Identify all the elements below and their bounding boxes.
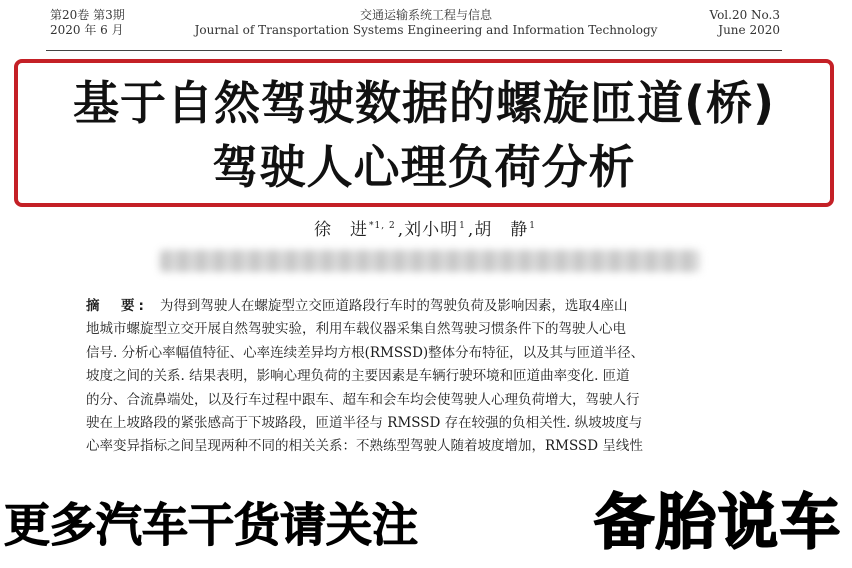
journal-header xyxy=(0,8,852,48)
issue-info-en xyxy=(710,8,781,38)
abstract-line: 心率变异指标之间呈现两种不同的相关关系：不熟练型驾驶人随着坡度增加，RMSSD 呈线性 xyxy=(86,438,643,455)
author-separator: , xyxy=(397,220,405,240)
author-separator: , xyxy=(467,220,475,240)
abstract-line: 信号. 分析心率幅值特征、心率连续差异均方根(RMSSD)整体分布特征，以及其与匝道半径、 xyxy=(86,344,645,361)
volume-issue-cn: 第20卷 第3期 xyxy=(50,8,125,22)
promo-text: 更多汽车干货请关注 xyxy=(4,498,418,552)
abstract-line: 地城市螺旋型立交开展自然驾驶实验，利用车载仪器采集自然驾驶习惯条件下的驾驶人心电 xyxy=(86,321,626,338)
author-affiliation-mark: *1, 2 xyxy=(369,221,396,232)
author-affiliation-mark: 1 xyxy=(459,221,466,232)
abstract-line: 驶在上坡路段的紧张感高于下坡路段，匝道半径与 RMSSD 存在较强的负相关性. 纵坡坡度与 xyxy=(86,415,643,432)
journal-title-en: Journal of Transportation Systems Engineering and Information Technology xyxy=(194,23,658,37)
header-divider xyxy=(46,50,782,51)
title-highlight-box xyxy=(14,59,834,207)
author-list xyxy=(0,215,852,240)
date-cn: 2020 年 6 月 xyxy=(50,23,124,37)
author-name: 刘小明 xyxy=(404,220,459,240)
paper-title-line-2: 驾驶人心理负荷分析 xyxy=(212,140,636,194)
date-en: June 2020 xyxy=(718,23,780,37)
paper-title-line-1: 基于自然驾驶数据的螺旋匝道(桥) xyxy=(72,76,776,130)
blurred-affiliation xyxy=(160,250,700,272)
abstract-line: 坡度之间的关系. 结果表明，影响心理负荷的主要因素是车辆行驶环境和匝道曲率变化. 匝道 xyxy=(86,368,630,385)
promo-banner xyxy=(0,484,852,568)
volume-issue-en: Vol.20 No.3 xyxy=(709,8,780,22)
author-name: 徐 进 xyxy=(314,220,369,240)
abstract xyxy=(86,295,754,459)
abstract-label: 摘 要: xyxy=(86,298,148,314)
abstract-line: 摘 要: 为得到驾驶人在螺旋型立交匝道路段行车时的驾驶负荷及影响因素，选取4座山 xyxy=(86,298,628,314)
author-affiliation-mark: 1 xyxy=(529,221,536,232)
brand-name: 备胎说车 xyxy=(594,488,842,558)
journal-title-cn: 交通运输系统工程与信息 xyxy=(359,8,492,22)
abstract-line: 的分、合流鼻端处，以及行车过程中跟车、超车和会车均会使驾驶人心理负荷增大，驾驶人行 xyxy=(86,391,640,408)
author-name: 胡 静 xyxy=(474,220,529,240)
